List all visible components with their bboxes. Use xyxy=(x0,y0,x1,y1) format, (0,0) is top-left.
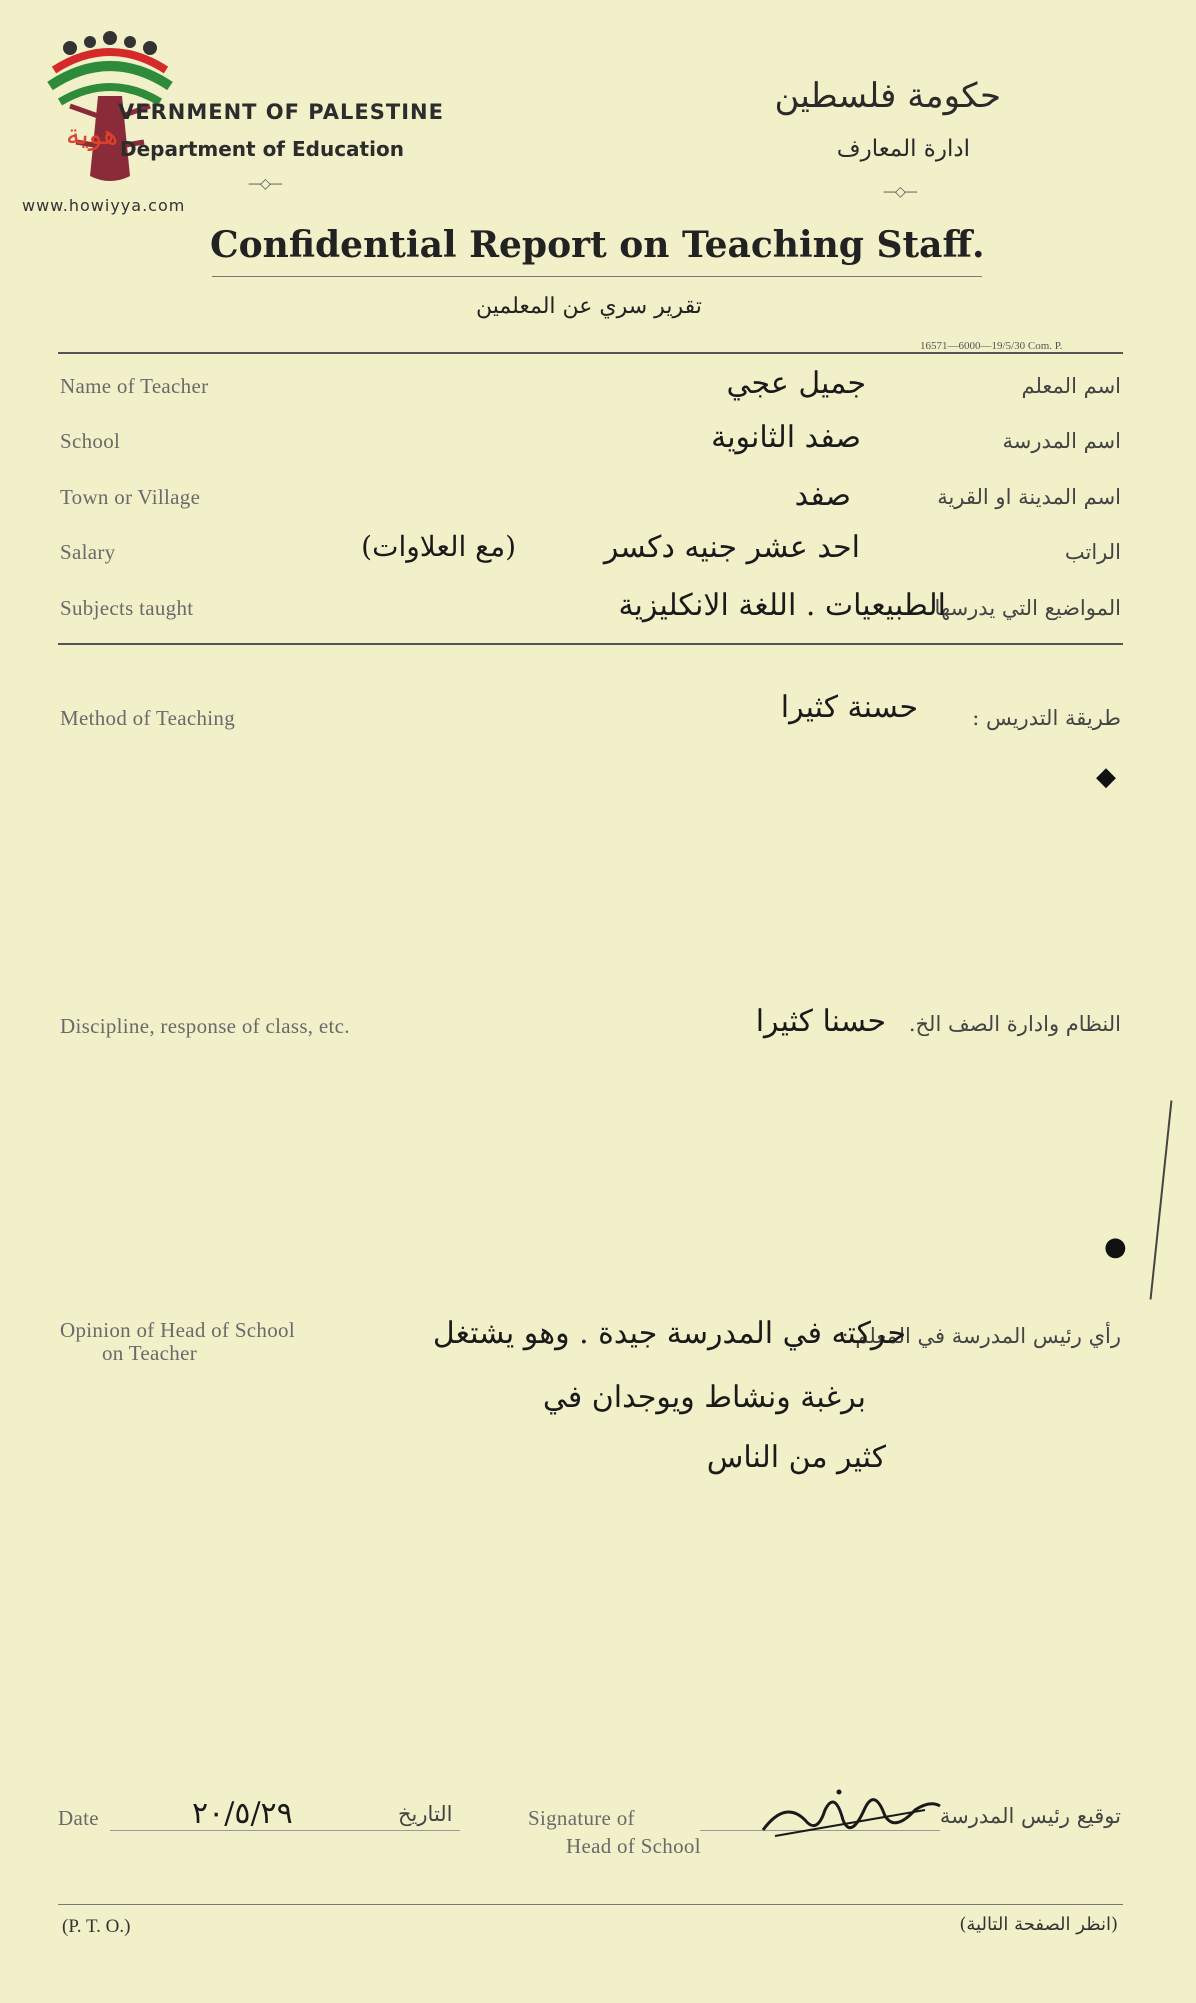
label-salary-ar: الراتب xyxy=(1064,540,1121,564)
pto-ar: (انظر الصفحة التالية) xyxy=(959,1914,1118,1935)
label-salary-en: Salary xyxy=(60,540,116,564)
label-town-en: Town or Village xyxy=(60,485,201,509)
label-town-ar: اسم المدينة او القرية xyxy=(937,485,1121,509)
government-title-ar: حكومة فلسطين xyxy=(774,76,1001,116)
ornament-right: —◇— xyxy=(883,184,916,200)
teacher-name-value: جميل عجي xyxy=(726,366,866,401)
label-school-en: School xyxy=(60,429,121,453)
print-code: 16571—6000—19/5/30 Com. P. xyxy=(920,340,1063,352)
subjects-value: الطبيعيات . اللغة الانكليزية xyxy=(618,588,946,623)
opinion-line-1: حركته في المدرسة جيدة . وهو يشتغل xyxy=(432,1316,906,1351)
label-method-ar: طريقة التدريس : xyxy=(972,706,1121,730)
label-school-ar: اسم المدرسة xyxy=(1002,429,1121,453)
ink-dot: ● xyxy=(1104,1232,1127,1262)
school-value: صفد الثانوية xyxy=(711,420,861,455)
method-value: حسنة كثيرا xyxy=(780,690,918,725)
footer-rule xyxy=(58,1904,1123,1905)
label-opinion-en-line2: on Teacher xyxy=(102,1341,198,1365)
fields-rule xyxy=(58,643,1123,645)
report-title-ar: تقرير سري عن المعلمين xyxy=(476,294,702,319)
pto-en: (P. T. O.) xyxy=(62,1916,131,1937)
label-subjects-ar: المواضيع التي يدرسها xyxy=(934,596,1121,620)
ornament-left: —◇— xyxy=(248,176,281,192)
ink-mark: ◆ xyxy=(1096,762,1116,792)
header-rule xyxy=(58,352,1123,354)
label-discipline-en: Discipline, response of class, etc. xyxy=(60,1014,350,1038)
opinion-line-3: كثير من الناس xyxy=(706,1440,886,1475)
salary-value: احد عشر جنيه دكسر xyxy=(603,530,860,565)
label-date-en: Date xyxy=(58,1806,99,1830)
label-opinion-en-line1: Opinion of Head of School xyxy=(60,1318,295,1342)
label-name-en: Name of Teacher xyxy=(60,374,209,398)
label-signature-ar: توقيع رئيس المدرسة xyxy=(939,1804,1121,1828)
label-signature-line2: Head of School xyxy=(566,1834,701,1858)
logo-text: هوية xyxy=(66,118,119,151)
salary-allowances-note: (مع العلاوات) xyxy=(361,530,516,563)
label-subjects-en: Subjects taught xyxy=(60,596,194,620)
margin-pencil-line xyxy=(1150,1100,1173,1299)
label-name-ar: اسم المعلم xyxy=(1021,374,1121,398)
discipline-value: حسنا كثيرا xyxy=(755,1004,886,1039)
title-underline xyxy=(212,276,982,277)
label-signature-line1: Signature of xyxy=(528,1806,635,1830)
label-opinion-ar: رأي رئيس المدرسة في المعلم : xyxy=(841,1324,1121,1348)
opinion-line-2: برغبة ونشاط ويوجدان في xyxy=(542,1380,866,1415)
date-value: ٢٠/٥/٢٩ xyxy=(192,1796,293,1831)
government-title-en: VERNMENT OF PALESTINE xyxy=(118,100,444,124)
department-title-en: Department of Education xyxy=(120,137,404,161)
department-title-ar: ادارة المعارف xyxy=(836,136,970,162)
head-of-school-signature xyxy=(755,1780,945,1850)
town-value: صفد xyxy=(794,478,851,513)
label-date-ar: التاريخ xyxy=(398,1802,453,1826)
watermark-url: www.howiyya.com xyxy=(22,196,186,215)
report-title-en: Confidential Report on Teaching Staff. xyxy=(210,224,985,266)
label-discipline-ar: النظام وادارة الصف الخ. xyxy=(908,1012,1121,1036)
label-method-en: Method of Teaching xyxy=(60,706,235,730)
